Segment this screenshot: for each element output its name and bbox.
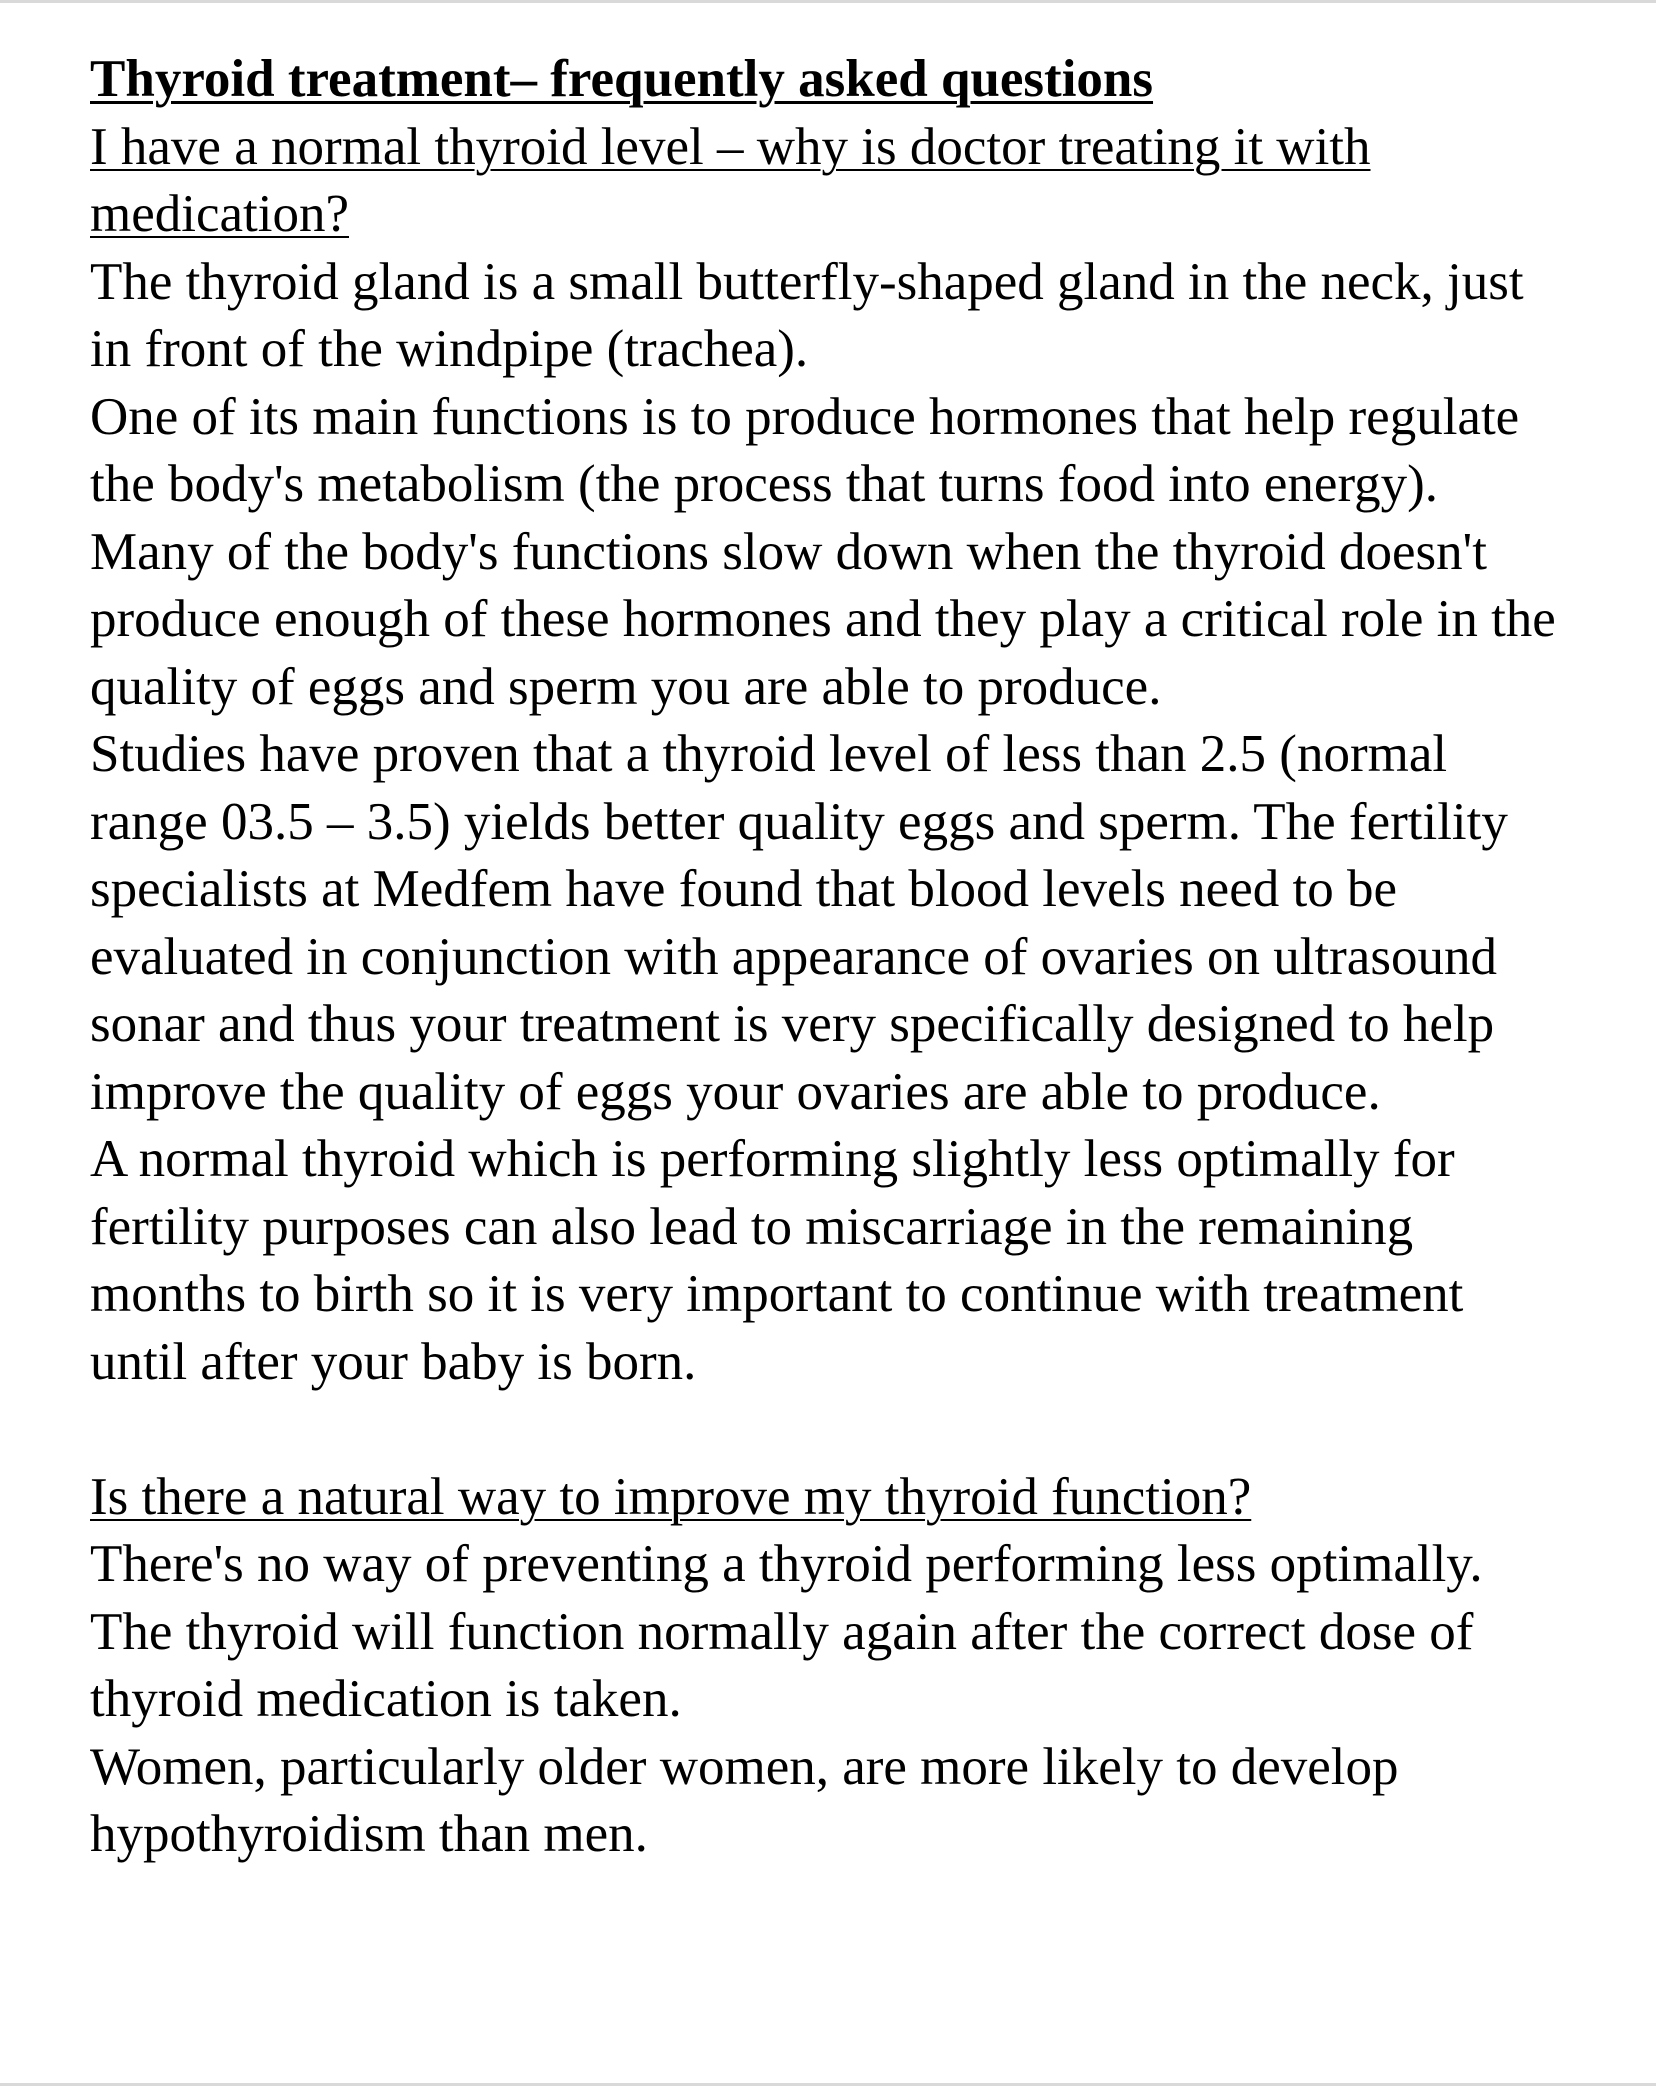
faq-answer-paragraph: Women, particularly older women, are more likely to develop hypothyroidism than men. <box>90 1737 1399 1863</box>
document-body <box>90 46 1570 1869</box>
faq-answer-paragraph: Many of the body's functions slow down when the thyroid doesn't produce enough of these hormones and they play a critical role in the quality of eggs and sperm you are able to produce. <box>90 522 1556 716</box>
faq-answer-paragraph: One of its main functions is to produce hormones that help regulate the body's metabolism (the process that turns food into energy). <box>90 387 1520 513</box>
faq-answer-paragraph: There's no way of preventing a thyroid performing less optimally. The thyroid will function normally again after the correct dose of thyroid medication is taken. <box>90 1535 1496 1728</box>
faq-answer-paragraph: The thyroid gland is a small butterfly-shaped gland in the neck, just in front of the windpipe (trachea). <box>90 252 1524 378</box>
faq-answer-paragraph: Studies have proven that a thyroid level of less than 2.5 (normal range 03.5 – 3.5) yields better quality eggs and sperm. The fertility specialists at Medfem have found that blood levels need to be evaluated in conjunction with appearance of ovaries on ultrasound sonar and thus your treatment is very specifically designed to help improve the quality of eggs your ovaries are able to produce. <box>90 725 1508 1121</box>
document-title: Thyroid treatment– frequently asked questions <box>90 50 1154 108</box>
faq-question-1: I have a normal thyroid level – why is doctor treating it with medication? <box>90 117 1371 243</box>
top-border <box>0 0 1656 3</box>
faq-question-2: Is there a natural way to improve my thyroid function? <box>90 1467 1252 1526</box>
section-spacer <box>90 1396 1570 1464</box>
faq-answer-paragraph: A normal thyroid which is performing slightly less optimally for fertility purposes can also lead to miscarriage in the remaining months to birth so it is very important to continue with treatment until after your baby is born. <box>90 1130 1464 1391</box>
